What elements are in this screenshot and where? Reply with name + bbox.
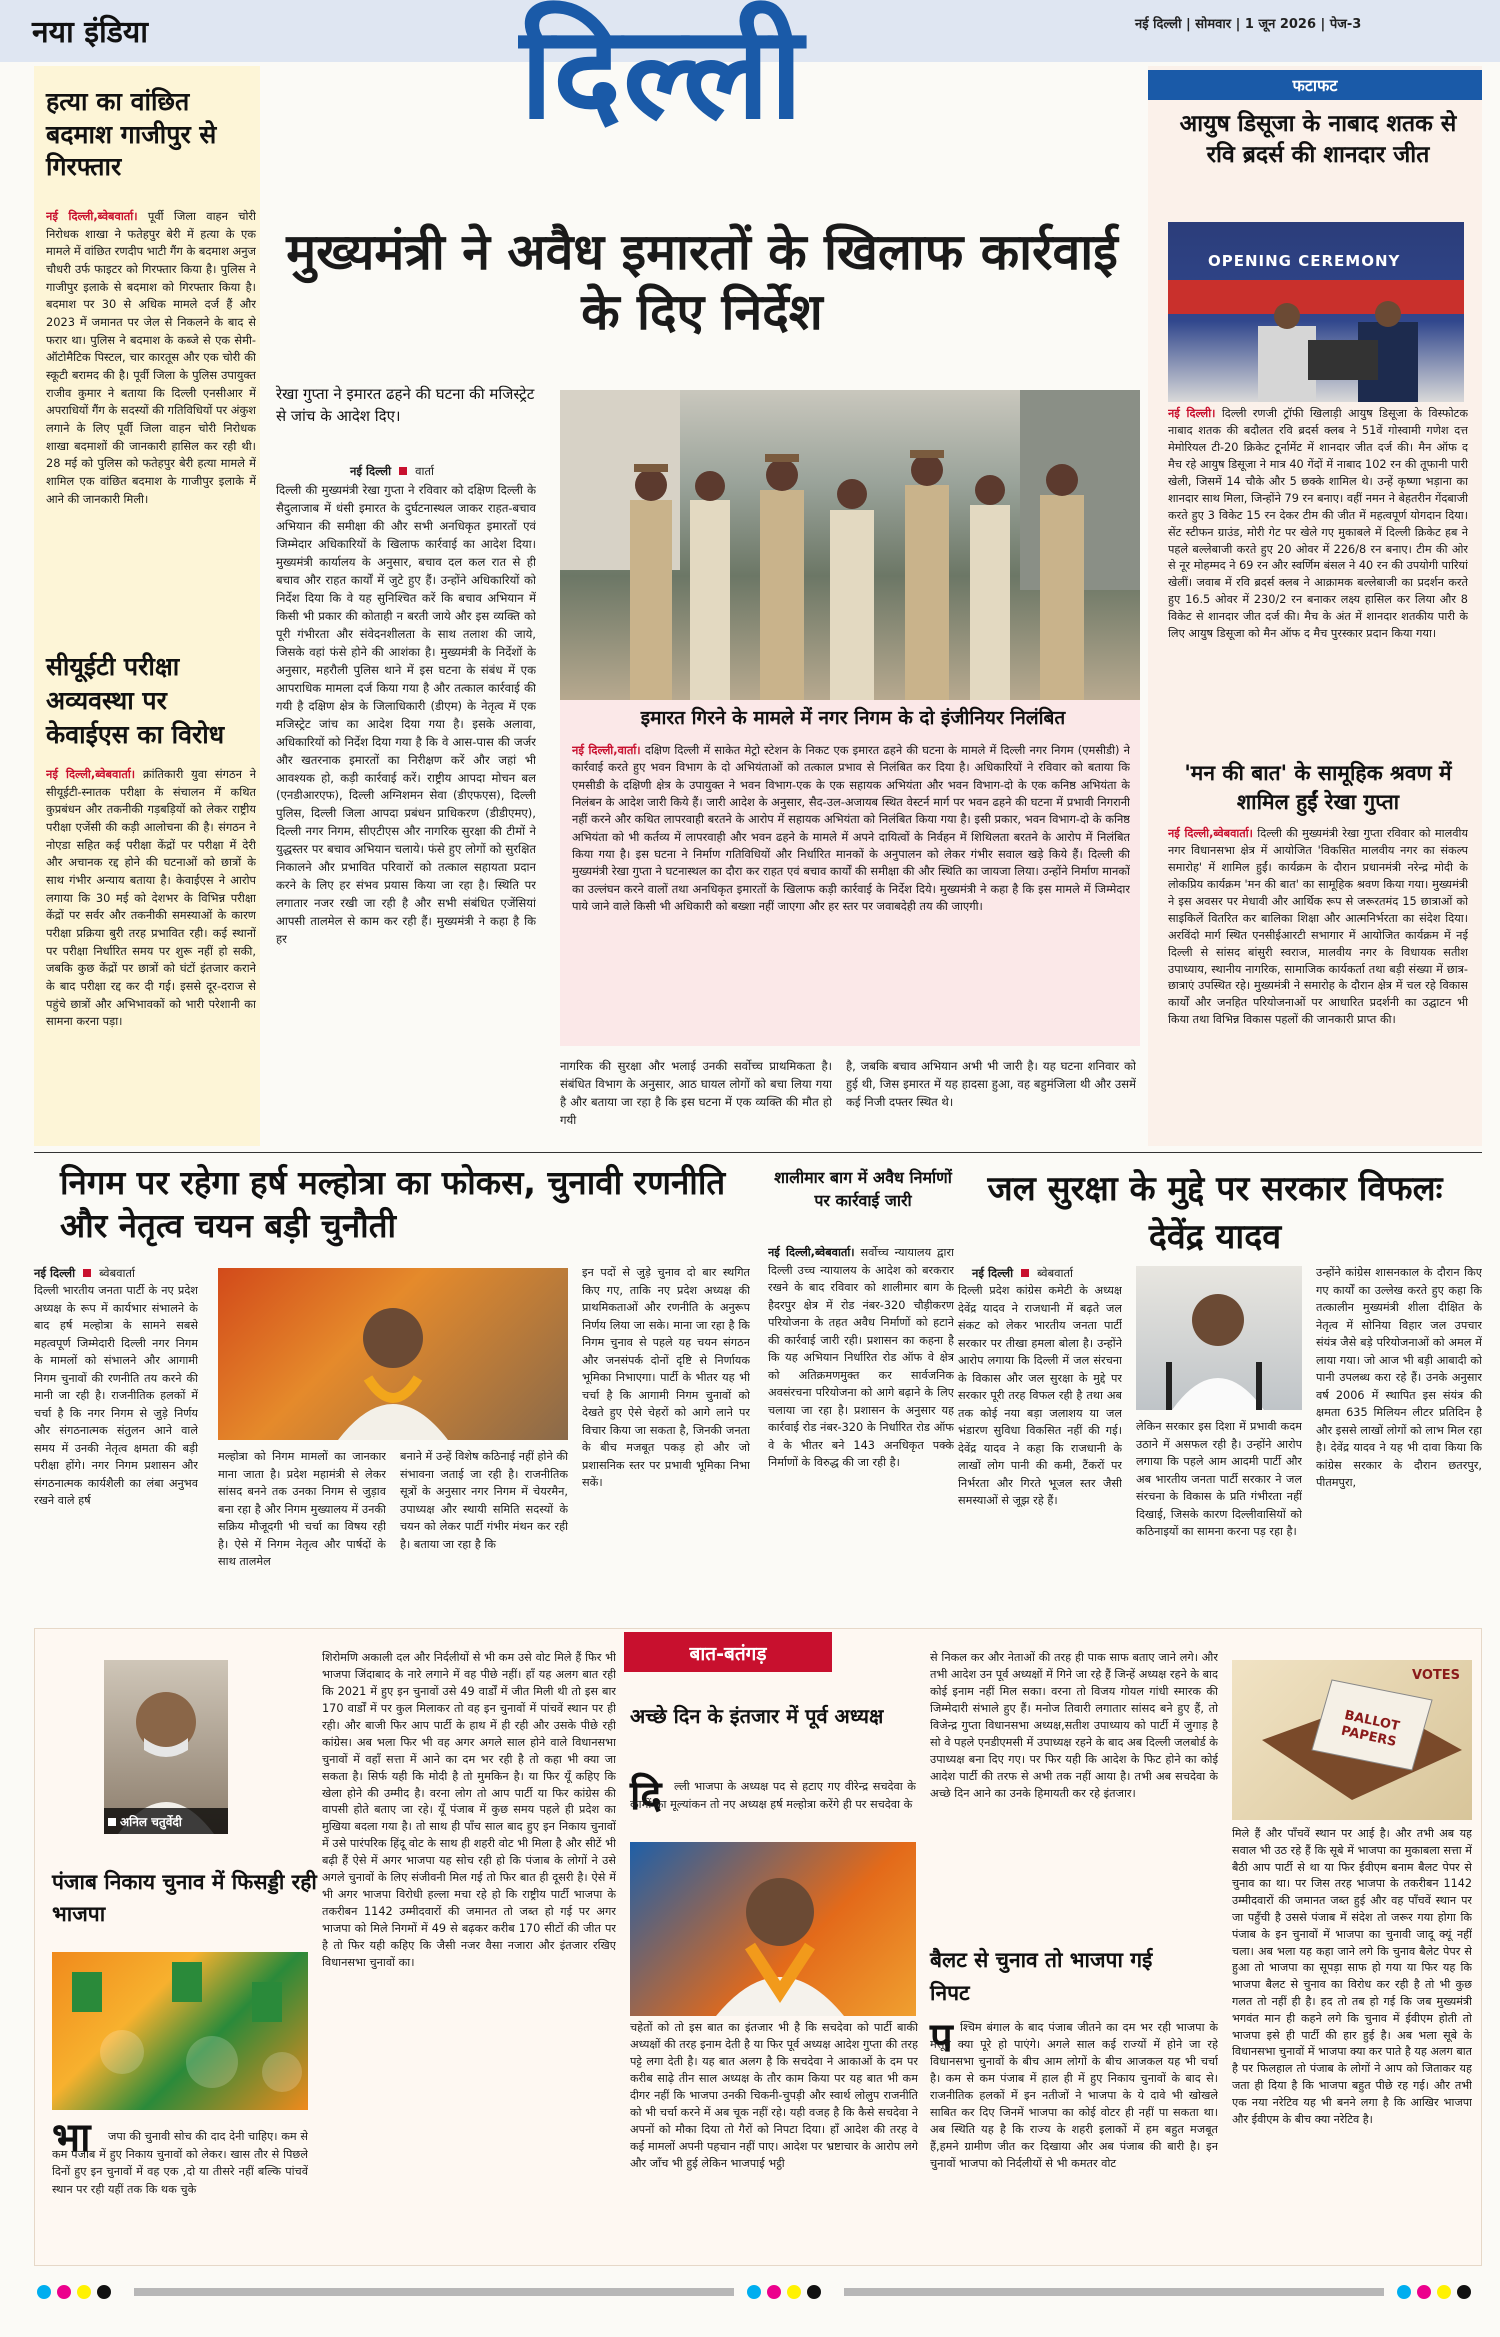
- red-square-icon: [83, 1269, 91, 1277]
- opinion-story2-col2: चहेतों को तो इस बात का इंतजार भी है कि सचदेवा को पार्टी बाकी अध्यक्षों की तरह इनाम देती है या फिर पूर्व अध्यक्ष आदेश गुप्ता की तरह पट्टे लगा देती है। यह बात अलग है कि सचदेवा ने आकाओं के दम पर करीब साढ़े तीन साल अध्यक्ष के तौर काम किया पर यह बात भी कम दीगर नहीं कि भाजपा उनकी चिकनी-चुपड़ी और स्वार्थ लोलुप राजनीति को भी चर्चा करने में अब चूक नहीं रहे। यही वजह है कि कैसे सचदेवा ने अपनों को मौका दिया तो गैरों को निपटा दिया। हाँ आदेश की तरह वे कई मामलों अपनी पहचान नहीं पाए। आदेश पर भ्रष्टाचार के आरोप लगे और जाँच भी हुई लेकिन भाजपाई भट्ठी: [630, 2021, 918, 2170]
- mid-story-a-col1: दिल्ली भारतीय जनता पार्टी के नए प्रदेश अध्यक्ष के रूप में कार्यभार संभालने के बाद हर्ष मल्होत्रा के सामने सबसे महत्वपूर्ण जिम्मेदारी दिल्ली नगर निगम के मामलों को संभालने और आगामी निगम चुनावों की रणनीति तय करने की मानी जा रही है। राजनीतिक हलकों में चर्चा है कि नगर निगम से जुड़े निर्णय और संगठनात्मक संतुलन आने वाले समय में उनकी नेतृत्व क्षमता की बड़ी परीक्षा होंगे। नगर निगम प्रशासन और संगठनात्मक कार्यशैली का लंबा अनुभव रखने वाले हर्ष: [34, 1284, 198, 1507]
- lead-deck: रेखा गुप्ता ने इमारत ढहने की घटना की मजिस्ट्रेट से जांच के आदेश दिए।: [276, 385, 535, 425]
- mid-divider: [34, 1152, 1482, 1153]
- left-story1-dateline: नई दिल्ली,ब्वेबवार्ता।: [46, 209, 138, 223]
- sachdeva-photo: [630, 1842, 916, 2016]
- speaker-mic-illustration: [1136, 1266, 1302, 1410]
- mid-story-c-agency: ब्वेबवार्ता: [1037, 1266, 1074, 1280]
- inset-dateline: नई दिल्ली,वार्ता।: [572, 743, 641, 757]
- right-story2-body: [1168, 826, 1468, 1140]
- inset-text: दक्षिण दिल्ली में साकेत मेट्रो स्टेशन के निकट एक इमारत ढहने की घटना के मामले में दिल्ली नगर निगम (एमसीडी) ने कार्रवाई करते हुए भवन विभाग के दो अभियंताओं को तत्काल प्रभाव से निलंबित कर दिया है। अधिकारियों ने रविवार को बताया कि एमसीडी के दक्षिणी क्षेत्र के उपायुक्त ने भवन विभाग-एक के एक सहायक अभियंता और भवन विभाग-दो के एक कनिष्ठ अभियंता के निलंबन के आदेश जारी किये हैं। जारी आदेश के अनुसार, सैद-उल-अजायब स्थित वेस्टर्न मार्ग पर भवन ढहने की घटना में प्रभावी निगरानी नहीं करने और कथित लापरवाही बरतने के आरोप में सहायक अभियंता को निलंबित किया गया है। इसी प्रकार, भवन विभाग-दो के कनिष्ठ अभियंता को भी कर्तव्य में लापरवाही और भवन ढहने के मामले में अपने दायित्वों के निर्वहन में शिथिलता बरतने के आरोप में निलंबित किया गया है। इस घटना ने निर्माण गतिविधियों और निर्धारित मानकों के अनुपालन को लेकर गंभीर सवाल खड़े किये हैं। दिल्ली की मुख्यमंत्री रेखा गुप्ता ने घटनास्थल का दौरा कर राहत एवं बचाव कार्यों की समीक्षा की और स्थिति का जायजा लिया। उन्होंने निर्माण मानकों का उल्लंघन करने वालों तथा अनधिकृत इमारतों के खिलाफ कड़ी कार्रवाई के निर्देश दिये। मुख्यमंत्री ने कहा है कि इस मामले में जिम्मेदार पाये जाने वाले किसी भी अधिकारी को बख्शा नहीं जाएगा और हर स्तर पर जवाबदेही तय की जाएगी।: [572, 743, 1130, 913]
- mid-story-a-byline: [34, 1266, 135, 1281]
- left-story2-text: क्रांतिकारी युवा संगठन ने सीयूईटी-स्नातक परीक्षा के संचालन में कथित कुप्रबंधन और तकनीकी गड़बड़ियों को लेकर राष्ट्रीय परीक्षा एजेंसी की कड़ी आलोचना की है। संगठन ने नोएडा सहित कई परीक्षा केंद्रों पर परीक्षा में देरी और अचानक रद्द होने की घटनाओं को छात्रों के साथ गंभीर अन्याय बताया है। केवाईएस ने आरोप लगाया कि 30 मई को देशभर के विभिन्न परीक्षा केंद्रों पर सर्वर और तकनीकी समस्याओं के कारण परीक्षा प्रक्रिया बुरी तरह प्रभावित रही। कई स्थानों पर परीक्षा निर्धारित समय पर शुरू नहीं हो सकी, जबकि कुछ केंद्रों पर छात्रों को घंटों इंतजार कराने के बाद परीक्षा रद्द कर दी गई। इससे दूर-दराज से पहुंचे छात्रों और अभिभावकों को भारी परेशानी का सामना करना पड़ा।: [46, 767, 256, 1029]
- paper-name: नया इंडिया: [32, 15, 148, 50]
- lead-agency: वार्ता: [415, 464, 435, 478]
- red-square-icon: [399, 467, 407, 475]
- opinion-story2-headline: अच्छे दिन के इंतजार में पूर्व अध्यक्ष: [630, 1704, 884, 1728]
- author-name-text: अनिल चतुर्वेदी: [120, 1815, 182, 1829]
- politician-speaking-illustration: [218, 1268, 568, 1440]
- lead-byline: [350, 464, 434, 479]
- square-bullet-icon: [108, 1818, 116, 1826]
- opinion-story2-body: ल्ली भाजपा के अध्यक्ष पद से हटाए गए वीरेन्द्र सचदेवा के कामों का मूल्यांकन तो नए अध्यक्ष हर्ष मल्होत्रा करेंगे ही पर सचदेवा के: [630, 1780, 916, 1811]
- opinion-story3-dropcap: प: [930, 2014, 953, 2061]
- mid-story-c-dateline: नई दिल्ली: [972, 1266, 1014, 1280]
- right-story1-headline: आयुष डिसूजा के नाबाद शतक से रवि ब्रदर्स की शानदार जीत: [1179, 110, 1457, 169]
- left-story1-text: पूर्वी जिला वाहन चोरी निरोधक शाखा ने फतेहपुर बेरी में हत्या के एक मामले में वांछित रणदीप भाटी गैंग के बदमाश अनुज चौधरी उर्फ फाइटर को गिरफ्तार किया है। पुलिस ने गाजीपुर इलाके से बदमाश को गिरफ्तार किया है। बदमाश पर 30 से अधिक मामले दर्ज हैं और 2023 में जमानत पर जेल से निकलने के बाद से फरार था। पुलिस ने बदमाश के कब्जे से एक सेमी-ऑटोमैटिक पिस्टल, चार कारतूस और एक चोरी की स्कूटी बरामद की है। पूर्वी जिला के पुलिस उपायुक्त राजीव कुमार ने बताया कि दिल्ली एनसीआर में अपराधियों गैंग के सदस्यों की गतिविधियों पर अंकुश लगाने के लिए पूर्वी जिला वाहन चोरी निरोधक शाखा बदमाशों की जानकारी हासिल कर रही थी। 28 मई को पुलिस को फतेहपुर बेरी हत्या मामले में शामिल एक वांछित बदमाश के गाजीपुर इलाके में आने की जानकारी मिली।: [46, 209, 256, 506]
- opinion-label: बात-बतंगड़: [689, 1643, 767, 1665]
- right-story2-headline: 'मन की बात' के सामूहिक श्रवण में शामिल हुईं रेखा गुप्ता: [1184, 760, 1452, 815]
- red-square-icon: [1021, 1269, 1029, 1277]
- inset-body: [572, 742, 1130, 1040]
- mid-story-a-col3: बनाने में उन्हें विशेष कठिनाई नहीं होने की संभावना जताई जा रही है। राजनीतिक सूत्रों के अनुसार नगर निगम में चेयरमैन, उपाध्यक्ष और स्थायी समिति सदस्यों के चयन को लेकर पार्टी गंभीर मंथन कर रही है। बताया जा रहा है कि: [400, 1450, 568, 1551]
- ballot-text-papers: BALLOT PAPERS: [1339, 1708, 1401, 1750]
- politician-portrait-illustration: [630, 1842, 916, 2016]
- print-registration-bar: [34, 2282, 1482, 2302]
- opinion-story3-body: श्चिम बंगाल के बाद पंजाब जीतने का दम भर रही भाजपा के मंसूबे क्या पूरे हो पाएंगे। अगले साल कई राज्यों में होने जा रहे विधानसभा चुनावों के बीच आम लोगों के बीच आजकल यह भी चर्चा है। कम से कम पंजाब में हाल ही में हुए निकाय चुनावों के बाद से। राजनीतिक हलकों में इन नतीजों ने भाजपा के ये दावे भी खोखले साबित कर दिए जिनमें भाजपा का कोई वोटर ही नहीं पा सकता था। अब स्थिति यह है कि राज्य के शहरी इलाकों में हम बहुत मजबूत हैं,हमने ग्रामीण जीत कर दिखाया और अब पंजाब की बारी है। इन चुनावों भाजपा को निर्दलीयों से भी कमतर वोट: [930, 2021, 1218, 2170]
- lead-photo: [560, 390, 1140, 700]
- section-title: दिल्ली: [520, 0, 805, 148]
- mid-story-a-col4: इन पदों से जुड़े चुनाव दो बार स्थगित किए गए, ताकि नए प्रदेश अध्यक्ष की प्राथमिकताओं और रणनीति के अनुरूप निर्णय लिया जा सके। माना जा रहा है कि निगम चुनाव से पहले यह चयन संगठन और जनसंपर्क दोनों दृष्टि से निर्णायक भूमिका निभाएगा। पार्टी के भीतर यह भी चर्चा है कि आगामी निगम चुनावों को देखते हुए ऐसे चेहरों को आगे लाने पर विचार किया जा सकता है, जिनकी जनता के बीच मजबूत पकड़ हो और जो प्रशासनिक स्तर पर प्रभावी भूमिका निभा सकें।: [582, 1266, 750, 1489]
- lead-body-col1: दिल्ली की मुख्यमंत्री रेखा गुप्ता ने रविवार को दक्षिण दिल्ली के सैदुलाजाब में धंसी इमारत के दुर्घटनास्थल जाकर राहत-बचाव अभियान की समीक्षा की और सभी अनधिकृत इमारतों एवं जिम्मेदार अधिकारियों के खिलाफ कार्रवाई का आदेश दिया। मुख्यमंत्री कार्यालय के अनुसार, बचाव दल कल रात से ही बचाव और राहत कार्यों में जुटे हुए हैं। उन्होंने अधिकारियों को निर्देश दिया कि वे यह सुनिश्चित करें कि बचाव अभियान में किसी भी प्रकार की कोताही न बरती जाये और इस व्यक्ति को पूरी गंभीरता और संवेदनशीलता के साथ तलाश की जाये, जिसके वहां फंसे होने की आशंका है। मुख्यमंत्री के निर्देशों के अनुसार, महरौली पुलिस थाने में इस घटना के संबंध में एक आपराधिक मामला दर्ज किया गया है और तत्काल कार्रवाई की गयी है दक्षिण क्षेत्र के जिलाधिकारी (डीएम) के नेतृत्व में एक मजिस्ट्रेट जांच का आदेश दिया गया है। इसके अलावा, अधिकारियों को निर्देश दिया गया है कि वे आस-पास की जर्जर और खतरनाक इमारतों का निरीक्षण करें और जहां भी आवश्यक हो, कड़ी कार्रवाई करें। राष्ट्रीय आपदा मोचन बल (एनडीआरएफ), दिल्ली अग्निशमन सेवा (डीएफएस), दिल्ली पुलिस, दिल्ली जिला आपदा प्रबंधन प्राधिकरण (डीडीएमए), दिल्ली नगर निगम, सीएटीएस और नागरिक सुरक्षा की टीमों ने युद्धस्तर पर बचाव अभियान चलाये। फंसे हुए लोगों को सुरक्षित निकालने और प्रभावित परिवारों को तत्काल सहायता प्रदान करने के लिए हर संभव प्रयास किया जा रहा है। स्थिति पर लगातार नजर रखी जा रही है और सभी संबंधित एजेंसियां आपसी तालमेल से काम कर रही हैं। मुख्यमंत्री ने कहा है कि हर: [276, 483, 536, 947]
- mid-story-a-dateline: नई दिल्ली: [34, 1266, 76, 1280]
- opinion-story3-headline: बैलट से चुनाव तो भाजपा गई निपट: [930, 1947, 1153, 2005]
- mid-story-c-col1: दिल्ली प्रदेश कांग्रेस कमेटी के अध्यक्ष देवेंद्र यादव ने राजधानी में बढ़ते जल संकट को लेकर भारतीय जनता पार्टी सरकार पर तीखा हमला बोला है। उन्होंने आरोप लगाया कि दिल्ली में जल संरचना के विकास और जल सुरक्षा के मुद्दे पर सरकार पूरी तरह विफल रही है तथा अब तक कोई नया बड़ा जलाशय या जल भंडारण सुविधा विकसित नहीं की गई। देवेंद्र यादव ने कहा कि राजधानी के लाखों लोग पानी की कमी, टैंकरों पर निर्भरता और गिरते भूजल स्तर जैसी समस्याओं से जूझ रहे हैं।: [958, 1284, 1122, 1507]
- mid-story-b-headline: शालीमार बाग में अवैध निर्माणों पर कार्रवाई जारी: [774, 1168, 952, 1211]
- mid-story-a-agency: ब्वेबवार्ता: [99, 1266, 136, 1280]
- officials-inspection-illustration: [560, 390, 1140, 700]
- lead-body-col2: नागरिक की सुरक्षा और भलाई उनकी सर्वोच्च प्राथमिकता है। संबंधित विभाग के अनुसार, आठ घायल लोगों को बचा लिया गया है और बताया जा रहा है कि इस घटना में एक व्यक्ति की मौत हो गयी: [560, 1059, 832, 1127]
- dateline-bar: नई दिल्ली | सोमवार | 1 जून 2026 | पेज-3: [1135, 17, 1362, 32]
- mid-story-c-byline: [972, 1266, 1073, 1281]
- ballot-text-votes: VOTES: [1412, 1668, 1460, 1683]
- right-story1-text: दिल्ली रणजी ट्रॉफी खिलाड़ी आयुष डिसूजा के विस्फोटक नाबाद शतक की बदौलत रवि ब्रदर्स क्लब ने 51वें गोस्वामी गणेश दत्त मेमोरियल टी-20 क्रिकेट टूर्नामेंट में शानदार जीत दर्ज की। मैन ऑफ द मैच रहे आयुष डिसूजा ने मात्र 40 गेंदों में नाबाद 102 रन की तूफानी पारी खेली, जिसमें 14 चौके और 5 छक्के शामिल थे। उन्हें कृष्णा भड़ाना का शानदार साथ मिला, जिन्होंने 79 रन बनाए। वहीं नमन ने बेहतरीन गेंदबाजी करते हुए 3 विकेट 15 रन देकर टीम की जीत में महत्वपूर्ण योगदान दिया। सेंट स्टीफन ग्राउंड, मोरी गेट पर खेले गए मुकाबले में दिल्ली क्रिकेट हब ने पहले बल्लेबाजी करते हुए 20 ओवर में 226/8 रन बनाए। टीम की ओर से नूर मोहम्मद ने 69 रन और स्वर्णिम बंसल ने 40 रन की उपयोगी पारियां खेलीं। जवाब में रवि ब्रदर्स क्लब ने आक्रामक बल्लेबाजी का प्रदर्शन करते हुए 16.5 ओवर में 230/2 रन बनाकर लक्ष्य हासिल कर लिया और 8 विकेट से शानदार जीत दर्ज की। मैच के अंत में शानदार शतकीय पारी के लिए आयुष डिसूजा को मैन ऑफ द मैच पुरस्कार प्रदान किया गया।: [1168, 407, 1468, 641]
- inset-headline: इमारत गिरने के मामले में नगर निगम के दो इंजीनियर निलंबित: [640, 707, 1066, 729]
- opinion-story1-headline: पंजाब निकाय चुनाव में फिसड्डी रही भाजपा: [52, 1869, 317, 1926]
- opinion-story1-photo: [52, 1952, 308, 2110]
- opinion-story2-col3: से निकल कर और नेताओं की तरह ही पाक साफ बताए जाने लगे। और तभी आदेश उन पूर्व अध्यक्षों में गिने जा रहे हैं जिन्हें अध्यक्ष रहने के बाद कोई इनाम नहीं मिल सका। वरना तो विजय गोयल गांधी स्मारक की जिम्मेदारी संभाले हुए हैं। मनोज तिवारी लगातार सांसद बने हुए हैं, तो विजेन्द्र गुप्ता विधानसभा अध्यक्ष,सतीश उपाध्याय को पार्टी में जुगाड़ है सो वे पहले एनडीएमसी में उपाध्यक्ष रहने के बाद अब दिल्ली जलबोर्ड के उपाध्यक्ष बना दिए गए। पर फिर यही कि आदेश के फिट होने का कोई आदेश पार्टी की तरफ से अभी तक नहीं आया है। तभी अब सचदेवा के अच्छे दिन आने का उनके हिमायती कर रहे इंतजार।: [930, 1651, 1218, 1800]
- right-story1-body: [1168, 406, 1468, 748]
- right-story1-dateline: नई दिल्ली।: [1168, 407, 1216, 420]
- mid-story-b-body: [768, 1244, 954, 1618]
- mid-story-c-col3: उन्होंने कांग्रेस शासनकाल के दौरान किए गए कार्यों का उल्लेख करते हुए कहा कि तत्कालीन मुख्यमंत्री शीला दीक्षित के नेतृत्व में सोनिया विहार जल उपचार संयंत्र जैसे बड़े परियोजनाओं को अमल में लाया गया। जो आज भी बड़ी आबादी को पानी उपलब्ध करा रहे हैं। उनके अनुसार वर्ष 2006 में स्थापित इस संयंत्र की क्षमता 635 मिलियन लीटर प्रतिदिन है और इससे लाखों लोगों को लाभ मिल रहा है। देवेंद्र यादव ने यह भी दावा किया कि कांग्रेस सरकार के दौरान छतरपुर, पीतमपुरा,: [1316, 1266, 1482, 1489]
- opinion-story1-body: जपा की चुनावी सोच की दाद देनी चाहिए। कम से कम पंजाब में हुए निकाय चुनावों को लेकर। खास तौर से पिछले दिनों हुए इन चुनावों में वह एक ,दो या तीसरे नहीं बल्कि पांचवें स्थान पर रही यहीं तक कि थक चुके: [52, 2130, 308, 2196]
- opinion-story1-col2: शिरोमणि अकाली दल और निर्दलीयों से भी कम उसे वोट मिले हैं फिर भी भाजपा जिंदाबाद के नारे लगाने में वह पीछे नहीं। हाँ यह अलग बात रही कि 2021 में हुए इन चुनावों उसे 49 वार्डों में जीत मिली थी तो इस बार 170 वार्डों में पर कुल मिलाकर तो वह इन चुनावों में पांचवें स्थान पर ही रही। और बाजी फिर आप पार्टी के हाथ में ही रही और उसके पीछे रही कांग्रेस। अब भला फिर भी वह अगर अगले साल होने वाले विधानसभा चुनावों में वहाँ सत्ता में आने का दम भर रही है तो कहा भी क्या जा सकता है। सिर्फ यही कि मोदी है तो मुमकिन है। या फिर यूँ कहिए कि खेला होने की उम्मीद है। वरना लोग तो आप पार्टी या फिर कांग्रेस की वापसी होते बताए जा रहे। यूँ पंजाब में कुछ समय पहले ही प्रदेश का मुखिया बदला गया है। तो साथ ही पाँच साल बाद हुए इन निकाय चुनावों में उसे पारंपरिक हिंदू वोट के साथ ही शहरी वोट भी मिला है और सीटें भी बढ़ी हैं ऐसे में अगर भाजपा यह सोच रही हो कि पंजाब के लोगों ने उसे अगले चुनावों के लिए संजीवनी मिल गई तो फिर बात ही दूसरी है। ऐसे में भी अगर भाजपा विरोधी हल्ला मचा रहे हो कि राष्ट्रीय पार्टी भाजपा के तकरीबन 1142 उम्मीदवारों की जमानत तो जब्त हो गई पर अगर भाजपा को मिले निगमों में 49 से बढ़कर करीब 170 सीटों की जीत पर है तो फिर यही कहिए कि जैसी नजर वैसा नजारा और इंतजार रखिए विधानसभा चुनावों का।: [322, 1651, 616, 1969]
- devender-yadav-photo: [1136, 1266, 1302, 1410]
- cricket-photo: [1168, 222, 1464, 402]
- award-presentation-illustration: [1168, 222, 1464, 402]
- mid-story-a-col2: मल्होत्रा को निगम मामलों का जानकार माना जाता है। प्रदेश महामंत्री से लेकर सांसद बनने तक उनका निगम से जुड़ाव बना रहा है और निगम मुख्यालय में उनकी सक्रिय मौजूदगी भी चर्चा का विषय रही है। ऐसे में निगम नेतृत्व और पार्षदों के साथ तालमेल: [218, 1450, 386, 1568]
- right-story2-dateline: नई दिल्ली,ब्वेबवार्ता।: [1168, 827, 1253, 840]
- lead-body-col3: है, जबकि बचाव अभियान अभी भी जारी है। यह घटना शनिवार को हुई थी, जिस इमारत में यह हादसा हुआ, वह बहुमंजिला थी और उसमें कई निजी दफ्तर स्थित थे।: [846, 1059, 1136, 1109]
- color-registration-marks: [34, 2282, 1482, 2302]
- opinion-story1-dropcap: भा: [52, 2114, 91, 2161]
- right-story2-text: दिल्ली की मुख्यमंत्री रेखा गुप्ता रविवार को मालवीय नगर विधानसभा क्षेत्र में आयोजित 'विकसित मालवीय नगर का संकल्प समारोह' में शामिल हुईं। कार्यक्रम के दौरान प्रधानमंत्री नरेन्द्र मोदी के लोकप्रिय कार्यक्रम 'मन की बात' का सामूहिक श्रवण किया गया। मुख्यमंत्री ने इस अवसर पर मेधावी और आर्थिक रूप से जरूरतमंद 15 छात्राओं को साइकिलें वितरित कर बालिका शिक्षा और आत्मनिर्भरता का संदेश दिया। अरविंदो मार्ग स्थित एनसीईआरटी सभागार में आयोजित कार्यक्रम में नई दिल्ली से सांसद बांसुरी स्वराज, मालवीय नगर के विधायक सतीश उपाध्याय, स्थानीय नागरिक, सामाजिक कार्यकर्ता तथा बड़ी संख्या में छात्र-छात्राएं उपस्थित रहे। मुख्यमंत्री ने समारोह के दौरान क्षेत्र में चल रहे विकास कार्यों और जनहित परियोजनाओं पर आधारित प्रदर्शनी का उद्घाटन भी किया तथा विभिन्न विकास पहलों की जानकारी प्राप्त की।: [1168, 827, 1468, 1027]
- mid-story-b-dateline: नई दिल्ली,ब्वेबवार्ता।: [768, 1246, 855, 1259]
- author-name: [108, 1813, 228, 1830]
- harsh-malhotra-photo: [218, 1268, 568, 1440]
- lead-dateline: नई दिल्ली: [350, 464, 392, 478]
- left-story2-body: [46, 766, 256, 1140]
- mid-story-a-headline: निगम पर रहेगा हर्ष मल्होत्रा का फोकस, चुनावी रणनीति और नेतृत्व चयन बड़ी चुनौती: [60, 1163, 726, 1245]
- left-story2-dateline: नई दिल्ली,ब्वेबवार्ता।: [46, 767, 136, 781]
- opinion-story3-col2: मिले हैं और पाँचवें स्थान पर आई है। और तभी अब यह सवाल भी उठ रहे हैं कि सूबे में भाजपा का मुकाबला सत्ता में बैठी आप पार्टी से था या फिर ईवीएम बनाम बैलट पेपर से चुनाव का था। पर जिस तरह भाजपा के तकरीबन 1142 उम्मीदवारों की जमानत जब्त हुई और वह पाँचवें स्थान पर जा पहुँची है उससे पंजाब में संदेश तो जरूर गया होगा कि पंजाब के इन चुनावों में भाजपा का चुनावी जादू क्यूं नहीं चला। अब भला यह कहा जाने लगे कि चुनाव बैलेट पेपर से हुआ तो भाजपा का सूपड़ा साफ हो गया या फिर यह कि भाजपा बैलट से चुनाव का विरोध कर रही है तो भी कुछ गलत तो नहीं ही है। हद तो तब हो गई कि जब मुख्यमंत्री भगवंत मान ही कहने लगे कि चुनाव में ईवीएम होती तो भाजपा इसे ही पार्टी की हार हुई है। अब भला सूबे के विधानसभा चुनावों में भाजपा क्या कर पाते है यह अलग बात है पर फिलहाल तो पंजाब के लोगों ने आप को जिताकर यह जता ही दिया है कि भाजपा बहुत पीछे रह गई। और तभी एक नया नरेटिव यह भी बनने लगा है कि आखिर भाजपा और ईवीएम के बीच क्या नरेटिव है।: [1232, 1827, 1472, 2126]
- left-story1-body: [46, 208, 256, 648]
- right-column-label: फटाफट: [1292, 76, 1338, 95]
- opinion-story2-dropcap: दि: [630, 1772, 662, 1819]
- lead-headline: मुख्यमंत्री ने अवैध इमारतों के खिलाफ कार्रवाई के दिए निर्देश: [286, 223, 1118, 341]
- photo-banner-text: OPENING CEREMONY: [1208, 252, 1401, 270]
- mid-story-b-text: सर्वोच्च न्यायालय द्वारा दिल्ली उच्च न्यायालय के आदेश को बरकरार रखने के बाद रविवार को शालीमार बाग के हैदरपुर क्षेत्र में रोड नंबर-320 चौड़ीकरण परियोजना के तहत अवैध निर्माणों को हटाने की कार्रवाई जारी रही। प्रशासन का कहना है कि यह अभियान निर्धारित रोड ऑफ वे क्षेत्र को अतिक्रमणमुक्त कर सार्वजनिक अवसंरचना परियोजना को आगे बढ़ाने के लिए चलाया जा रहा है। प्रशासन के अनुसार यह कार्रवाई रोड नंबर-320 के निर्धारित रोड ऑफ वे के भीतर बने 143 अनधिकृत पक्के निर्माणों के विरुद्ध की जा रही है।: [768, 1246, 954, 1469]
- mid-story-c-headline: जल सुरक्षा के मुद्दे पर सरकार विफलः देवेंद्र यादव: [987, 1169, 1443, 1257]
- mid-story-c-col2: लेकिन सरकार इस दिशा में प्रभावी कदम उठाने में असफल रही है। उन्होंने आरोप लगाया कि पहले आम आदमी पार्टी और अब भारतीय जनता पार्टी सरकार ने जल संरचना के विकास के प्रति गंभीरता नहीं दिखाई, जिसके कारण दिल्लीवासियों को कठिनाइयों का सामना करना पड़ रहा है।: [1136, 1420, 1302, 1538]
- left-story1-headline: हत्या का वांछित बदमाश गाजीपुर से गिरफ्तार: [46, 87, 217, 181]
- party-flags-illustration: [52, 1952, 308, 2110]
- ballot-photo: [1232, 1660, 1472, 1820]
- left-story2-headline: सीयूईटी परीक्षा अव्यवस्था पर केवाईएस का विरोध: [46, 652, 225, 749]
